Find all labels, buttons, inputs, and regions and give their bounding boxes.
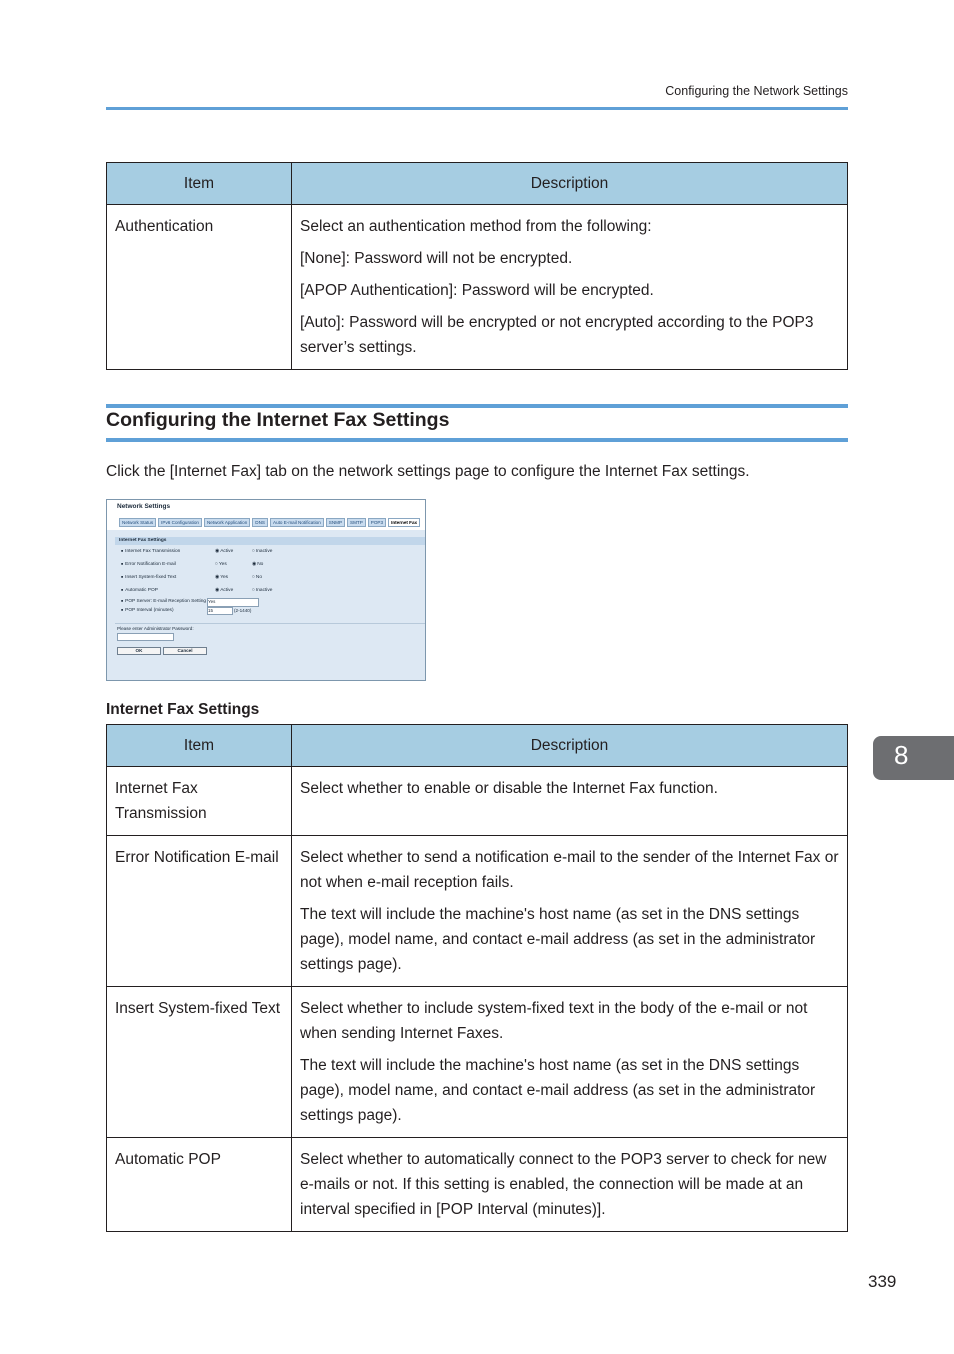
chapter-number: 8 (894, 740, 909, 770)
password-input[interactable] (117, 633, 174, 641)
description-paragraph: Select an authentication method from the following: (300, 218, 652, 235)
screenshot-panel-title-band (115, 537, 425, 545)
description-paragraph: Select whether to enable or disable the Internet Fax function. (300, 780, 718, 797)
screenshot-row-system-text (121, 575, 176, 580)
row-description (292, 836, 848, 987)
tab-network-application[interactable]: Network Application (204, 518, 250, 527)
screenshot-title: Network Settings (117, 503, 171, 510)
table-row (107, 987, 848, 1138)
page-number: 339 (868, 1272, 897, 1291)
description-paragraph: Select whether to include system-fixed text in the body of the e-mail or not when sending Internet Faxes. (300, 1000, 808, 1042)
screenshot-row-error-mail (121, 562, 176, 567)
tab-ipv6-configuration[interactable]: IPv6 Configuration (158, 518, 202, 527)
description-paragraph: Select whether to send a notification e-mail to the sender of the Internet Fax or not when e-mail reception fails. (300, 849, 839, 891)
tab-internet-fax[interactable]: Internet Fax (388, 518, 420, 527)
internet-fax-screenshot (106, 499, 426, 681)
ok-button[interactable]: OK (117, 647, 161, 655)
radio-error-mail-yes[interactable]: ○ Yes (215, 562, 227, 567)
internet-fax-table (106, 724, 848, 1232)
screenshot-row-auto-pop (121, 588, 158, 593)
tab-dns[interactable]: DNS (252, 518, 268, 527)
screenshot-panel-title: Internet Fax Settings (119, 538, 167, 543)
row-item: Error Notification E-mail (107, 836, 292, 987)
row-label: ■ POP Interval (minutes) (121, 608, 174, 613)
chapter-tab (873, 736, 954, 780)
section-title: Configuring the Internet Fax Settings (106, 409, 450, 431)
row-item: Insert System-fixed Text (107, 987, 292, 1138)
section-rule-top (106, 404, 848, 408)
row-item: Internet Fax Transmission (107, 767, 292, 836)
description-paragraph: [None]: Password will not be encrypted. (300, 250, 573, 267)
row-item: Automatic POP (107, 1138, 292, 1232)
description-paragraph: The text will include the machine's host name (as set in the DNS settings page), model name, and contact e-mail address (as set in the administrator settings page). (300, 906, 816, 973)
tab-network-status[interactable]: Network Status (119, 518, 156, 527)
row-label: ■ Error Notification E-mail (121, 562, 176, 567)
pop-interval-input[interactable]: 15 (207, 607, 233, 615)
table-header-row (107, 163, 848, 205)
authentication-table (106, 162, 848, 370)
tab-auto-email-notification[interactable]: Auto E-mail Notification (270, 518, 324, 527)
header-rule (106, 107, 848, 110)
radio-system-text-yes[interactable]: ◉ Yes (215, 575, 228, 580)
radio-transmission-active[interactable]: ◉ Active (215, 549, 233, 554)
row-description (292, 205, 848, 370)
radio-auto-pop-inactive[interactable]: ○ Inactive (252, 588, 272, 593)
header-description: Description (292, 163, 848, 205)
section-rule-bottom (106, 438, 848, 442)
section-intro: Click the [Internet Fax] tab on the network settings page to configure the Internet Fax settings. (106, 463, 750, 480)
pop-setting-select[interactable]: Yes (207, 598, 259, 607)
pop-interval-range: (2-1440) (234, 608, 252, 613)
description-paragraph: [APOP Authentication]: Password will be encrypted. (300, 282, 654, 299)
description-paragraph: The text will include the machine's host name (as set in the DNS settings page), model name, and contact e-mail address (as set in the administrator settings page). (300, 1057, 816, 1124)
password-label: Please enter Administrator Password: (117, 626, 194, 631)
header-item: Item (107, 163, 292, 205)
row-label: ■ Insert System-fixed Text (121, 575, 176, 580)
table-row (107, 836, 848, 987)
row-label: ■ Automatic POP (121, 588, 158, 593)
row-item: Authentication (107, 205, 292, 370)
figure-caption: Internet Fax Settings (106, 701, 260, 718)
header-item: Item (107, 725, 292, 767)
screenshot-row-transmission (121, 549, 180, 554)
cancel-button[interactable]: Cancel (163, 647, 207, 655)
table-header-row (107, 725, 848, 767)
description-paragraph: Select whether to automatically connect to the POP3 server to check for new e-mails or not. If this setting is enabled, the connection will be made at an interval specified in [POP Interval (minutes)]. (300, 1151, 827, 1218)
radio-error-mail-no[interactable]: ◉ No (252, 562, 263, 567)
running-header: Configuring the Network Settings (665, 84, 848, 98)
table-row (107, 767, 848, 836)
header-description: Description (292, 725, 848, 767)
tab-pop3[interactable]: POP3 (368, 518, 386, 527)
screenshot-row-pop-interval (121, 608, 174, 613)
screenshot-tab-bar (119, 518, 422, 527)
radio-transmission-inactive[interactable]: ○ Inactive (252, 549, 272, 554)
row-label: ■ POP Server: E-mail Reception Setting (121, 599, 206, 604)
radio-auto-pop-active[interactable]: ◉ Active (215, 588, 233, 593)
screenshot-separator (115, 623, 425, 624)
row-label: ■ Internet Fax Transmission (121, 549, 180, 554)
row-description (292, 987, 848, 1138)
table-row (107, 1138, 848, 1232)
description-paragraph: [Auto]: Password will be encrypted or not encrypted according to the POP3 server’s settings. (300, 314, 814, 356)
row-description (292, 1138, 848, 1232)
tab-snmp[interactable]: SNMP (326, 518, 345, 527)
radio-system-text-no[interactable]: ○ No (252, 575, 262, 580)
tab-smtp[interactable]: SMTP (347, 518, 366, 527)
table-row (107, 205, 848, 370)
row-description (292, 767, 848, 836)
screenshot-row-pop-setting (121, 599, 206, 604)
